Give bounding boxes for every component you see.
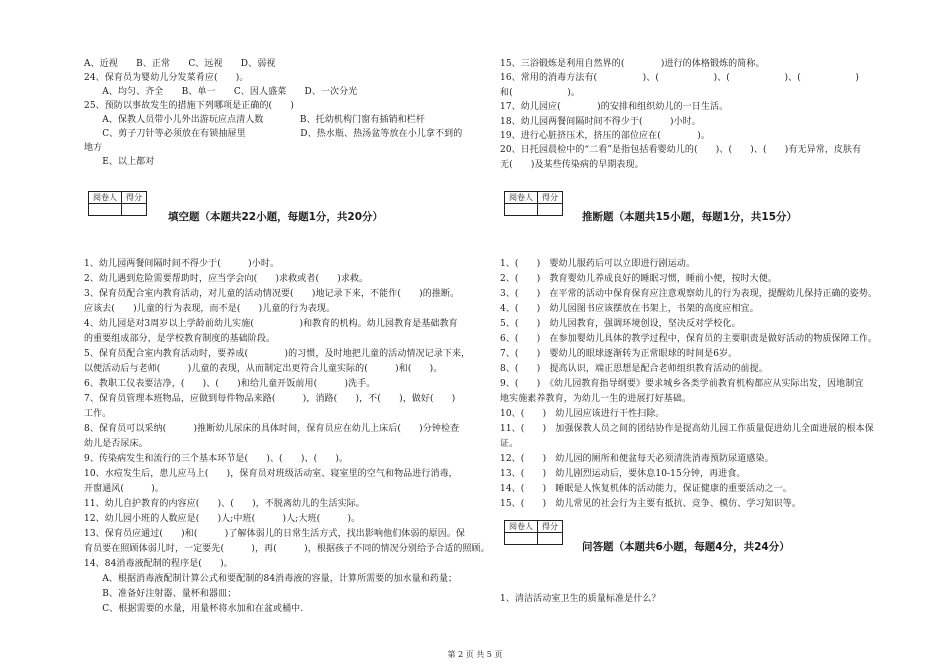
fill-item-line: 4、幼儿园是对3周岁以上学龄前幼儿实施( )和教育的机构。幼儿园教育是基础教育	[84, 319, 458, 329]
question-line: 24、保育员为婴幼儿分发菜肴应( )。	[84, 73, 249, 83]
section-title: 填空题（本题共22小题，每题1分，共20分）	[168, 211, 384, 223]
score-label: 得分	[122, 192, 147, 204]
fill-item-line: 育员要在照顾体弱儿时，一定要先( )，再( )，根据孩子不同的情况分别给予合适的照顾。	[84, 544, 490, 554]
fill-item-line: 1、幼儿园两餐间隔时间不得少于( )小时。	[84, 259, 280, 269]
fill-item-line: 9、传染病发生和流行的三个基本环节是( )、( )、( )。	[84, 454, 349, 464]
fill-item-line: 2、幼儿遇到危险需要帮助时，应当学会向( )求救或者( )求救。	[84, 274, 369, 284]
question-line: 19、进行心脏挤压术，挤压的部位应在( )。	[500, 131, 710, 141]
score-box	[88, 191, 147, 216]
fill-item-line: 8、保育员可以采纳( )推断幼儿尿床的具体时间，保育员应在幼儿上床后( )分钟检查	[84, 424, 460, 434]
judgement-item-line: 证。	[500, 439, 519, 449]
fill-item-line: 5、保育员配合室内教育活动时，要养成( )的习惯，及时地把儿童的活动情况记录下来，	[84, 349, 471, 359]
question-line: 18、幼儿园两餐间隔时间不得少于( )小时。	[500, 116, 701, 127]
fill-item-line: 10、水痘发生后，患儿应马上( )，保育员对班级活动室、寝室里的空气和物品进行消毒，	[84, 469, 458, 479]
question-line: 15、三浴锻炼是利用自然界的( )进行的体格锻炼的简称。	[500, 59, 765, 69]
fill-item-line: 的重要组成部分，是学校教育制度的基础阶段。	[84, 334, 276, 344]
judgement-item-line: 2、( ) 教育婴幼儿养成良好的睡眠习惯，睡前小便，按时大便。	[500, 274, 777, 284]
grader-cell	[505, 204, 538, 216]
judgement-item-line: 地实施素养教育，为幼儿一生的进展打好基础。	[500, 394, 692, 404]
score-label: 得分	[538, 192, 563, 204]
fill-item-line: 以便活动后与老师( )儿童的表现，从而制定出更符合儿童实际的( )和( )。	[84, 364, 443, 374]
fill-item-line: 11、幼儿自护教育的内容应( )、( )，不脱离幼儿的生活实际。	[84, 499, 365, 509]
question-line: 20、日托园晨检中的“二看”是指包括看婴幼儿的( )、( )、( )有无异常，皮肤有	[500, 145, 862, 156]
grader-cell	[89, 204, 122, 216]
fill-item-line: 工作。	[84, 409, 112, 419]
page-footer: 第 2 页 共 5 页	[447, 650, 503, 659]
fill-item-line: 6、教职工仪表要洁净，( )、( )和给儿童开饭前用( )洗手。	[84, 379, 376, 389]
judgement-item-line: 8、( ) 提高认识，端正思想是配合老师组织教育活动的前提。	[500, 364, 768, 374]
judgement-item-line: 13、( ) 幼儿剧烈运动后，要休息10-15分钟，再进食。	[500, 469, 746, 479]
fill-item-line: B、准备好注射器、量杯和器皿；	[84, 589, 237, 599]
judgement-item-line: 14、( ) 睡眠是人恢复机体的活动能力，保证健康的重要活动之一。	[500, 484, 792, 494]
score-label: 得分	[538, 521, 563, 533]
judgement-item-line: 6、( ) 在参加婴幼儿具体的教学过程中，保育员的主要职责是做好活动的物质保障工作。	[500, 334, 878, 344]
fill-item-line: 3、保育员配合室内教育活动，对儿童的活动情况要( )地记录下来，不能作( )的推断。	[84, 289, 460, 299]
judgement-item-line: 11、( ) 加强保教人员之间的团结协作是提高幼儿园工作质量促进幼儿全面进展的根本保	[500, 424, 874, 434]
section-title: 推断题（本题共15小题，每题1分，共15分）	[582, 211, 798, 223]
fill-item-line: 应该去( )儿童的行为表现，而不是( )儿童的行为表现。	[84, 304, 336, 314]
judgement-item-line: 12、( ) 幼儿园的厕所和便盆每天必须清洗消毒预防尿道感染。	[500, 454, 774, 464]
score-box	[504, 191, 563, 216]
grader-label: 阅卷人	[505, 521, 538, 533]
fill-item-line: 幼儿是否尿床。	[84, 439, 148, 449]
question-line: 地方	[84, 143, 103, 153]
score-cell	[122, 204, 147, 216]
judgement-item-line: 15、( ) 幼儿常见的社会行为主要有抵抗、竞争、模仿、学习知识等。	[500, 499, 801, 509]
judgement-item-line: 3、( ) 在平常的活动中保育保育应注意观察幼儿的行为表现，提醒幼儿保持正确的姿势。	[500, 289, 878, 299]
question-line: E、以上都对	[84, 157, 155, 167]
essay-question-line: 1、清洁活动室卫生的质量标准是什么？	[500, 594, 661, 604]
fill-item-line: 13、保育员应通过( )和( )了解体弱儿的日常生活方式，找出影响他们体弱的原因。保	[84, 529, 465, 539]
section-title: 问答题（本题共6小题，每题4分，共24分）	[582, 541, 790, 553]
question-line: 25、预防以事故发生的措施下列哪项是正确的( )	[84, 101, 294, 111]
question-line: 16、常用的消毒方法有( )、( )、( )、( )	[500, 73, 860, 84]
question-line: 17、幼儿园应( )的安排和组织幼儿的一日生活。	[500, 102, 729, 113]
judgement-item-line: 9、( ) 《幼儿园教育指导纲要》要求城乡各类学前教育机构都应从实际出发，因地制宜	[500, 379, 864, 389]
grader-label: 阅卷人	[89, 192, 122, 204]
question-line: 和( )。	[500, 87, 581, 98]
question-line: C、剪子刀针等必须放在有锁抽屉里 D、热水瓶、热汤盆等放在小儿拿不到的	[84, 129, 463, 139]
grader-label: 阅卷人	[505, 192, 538, 204]
judgement-item-line: 5、( ) 幼儿园教育，强调环境创设，坚决反对学校化。	[500, 319, 741, 329]
question-line: A、近视 B、正常 C、远视 D、弱视	[84, 59, 276, 69]
judgement-item-line: 10、( ) 幼儿园应该进行干性扫除。	[500, 409, 665, 419]
fill-item-line: 开窗通风( )。	[84, 484, 165, 494]
score-box	[504, 520, 563, 545]
fill-item-line: 12、幼儿园小班的人数应是( )人;中班( )人;大班( )。	[84, 514, 361, 524]
question-line: 无( )及某些传染病的早期表现。	[500, 159, 644, 170]
fill-item-line: C、根据需要的水量，用量杯将水加和在盆或桶中.	[84, 604, 304, 614]
fill-item-line: A、根据消毒液配制计算公式和要配制的84消毒液的容量，计算所需要的加水量和药量；	[84, 574, 458, 584]
question-line: A、均匀、齐全 B、单一 C、因人盛菜 D、一次分光	[84, 87, 358, 97]
score-cell	[538, 533, 563, 545]
judgement-item-line: 1、( ) 婴幼儿服药后可以立即进行剧运动。	[500, 259, 696, 269]
score-cell	[538, 204, 563, 216]
question-line: A、保教人员带小儿外出游玩应点清人数 B、托幼机构门窗有插销和栏杆	[84, 115, 425, 125]
judgement-item-line: 4、( ) 幼儿园图书应该摆放在书架上，书架的高度应相宜。	[500, 304, 759, 314]
grader-cell	[505, 533, 538, 545]
fill-item-line: 7、保育员管理本班物品，应做到每件物品来路( )，消路( )，不( )，做好( )	[84, 394, 456, 404]
fill-item-line: 14、84消毒液配制的程序是( )。	[84, 559, 233, 569]
judgement-item-line: 7、( ) 婴幼儿的眼球逐渐转为正常眼球的时间是6岁。	[500, 349, 738, 359]
